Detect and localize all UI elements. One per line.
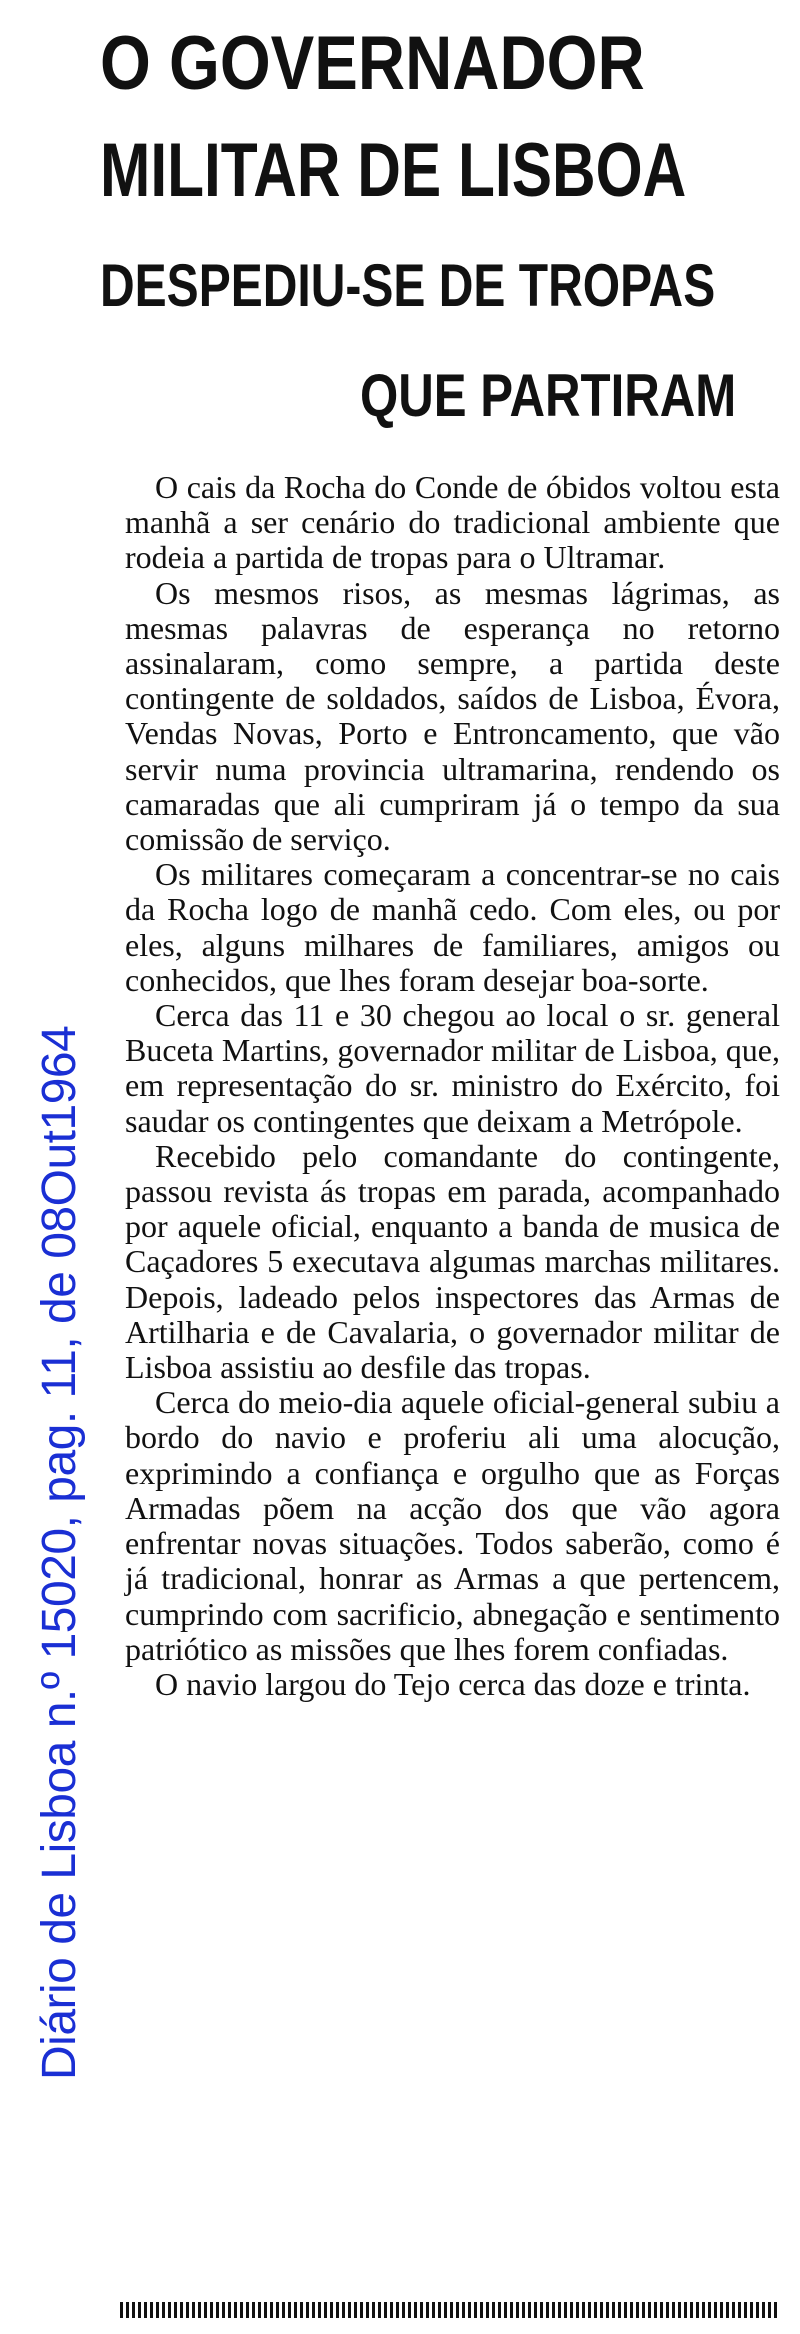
article-paragraph: Recebido pelo comandante do contingente, passou revista ás tropas em parada, acompanhado por aquele oficial, enquanto a banda de musica de Caçadores 5 executava algumas marchas militares. Depois, ladeado pelos inspectores das Armas de Artilharia e de Cavalaria, o governador militar de Lisboa assistiu ao desfile das tropas. [125, 1137, 780, 1386]
subheadline-line-2: QUE PARTIRAM [360, 362, 737, 429]
headline-line-2: MILITAR DE LISBOA [100, 128, 687, 213]
headline-line-1: O GOVERNADOR [100, 21, 645, 106]
article-paragraph: Cerca do meio-dia aquele oficial-general subiu a bordo do navio e proferiu ali uma alocução, exprimindo a confiança e orgulho que as Forças Armadas põem na acção dos que vão agora enfrentar novas situações. Todos saberão, como é já tradicional, honrar as Armas a que pertencem, cumprindo com sacrificio, abnegação e sentimento patriótico as missões que lhes forem confiadas. [125, 1384, 780, 1667]
article-paragraph: O cais da Rocha do Conde de óbidos voltou esta manhã a ser cenário do tradicional ambiente que rodeia a partida de tropas para o Ultramar. [125, 469, 780, 576]
article-paragraph: Os militares começaram a concentrar-se no cais da Rocha logo de manhã cedo. Com eles, ou por eles, alguns milhares de familiares, amigos ou conhecidos, que lhes foram desejar boa-sorte. [125, 856, 780, 998]
source-caption: Diário de Lisboa n.º 15020, pag. 11, de 08Out1964 [33, 1025, 86, 2080]
article-paragraph: O navio largou do Tejo cerca das doze e trinta. [155, 1665, 751, 1702]
article-body [125, 470, 780, 1702]
subheadline-line-1: DESPEDIU-SE DE TROPAS [100, 252, 716, 319]
article-paragraph: Os mesmos risos, as mesmas lágrimas, as mesmas palavras de esperança no retorno assinalaram, como sempre, a partida deste contingente de soldados, saídos de Lisboa, Évora, Vendas Novas, Porto e Entroncamento, que vão servir numa provincia ultramarina, rendendo os camaradas que ali cumpriram já o tempo da sua comissão de serviço. [125, 574, 780, 858]
bottom-divider [120, 2302, 780, 2318]
article-paragraph: Cerca das 11 e 30 chegou ao local o sr. general Buceta Martins, governador militar de Lisboa, que, em representação do sr. ministro do Exército, foi saudar os contingentes que deixam a Metrópole. [125, 997, 780, 1139]
